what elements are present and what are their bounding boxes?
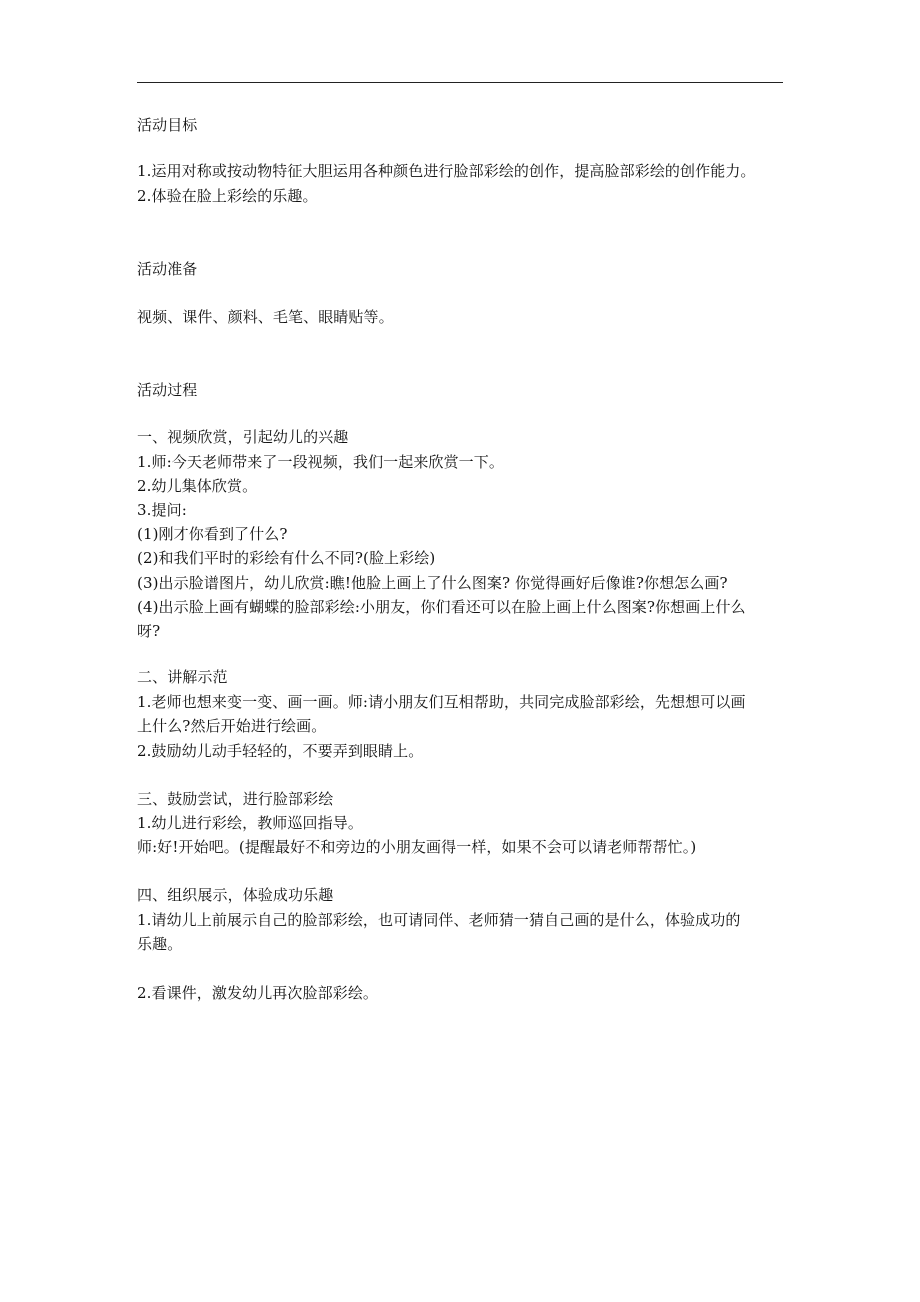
- goal-item-1: 1.运用对称或按动物特征大胆运用各种颜色进行脸部彩绘的创作，提高脸部彩绘的创作能力。: [137, 162, 756, 180]
- preparation-text: 视频、课件、颜料、毛笔、眼睛贴等。: [137, 308, 394, 326]
- part1-title: 一、视频欣赏，引起幼儿的兴趣: [137, 428, 349, 446]
- part1-line-7: (4)出示脸上画有蝴蝶的脸部彩绘:小朋友，你们看还可以在脸上画上什么图案?你想画上什么: [137, 598, 746, 616]
- part2-line-2: 上什么?然后开始进行绘画。: [137, 717, 327, 735]
- part2-title: 二、讲解示范: [137, 668, 228, 686]
- part1-line-3: 3.提问:: [137, 501, 187, 519]
- header-rule: [137, 82, 783, 83]
- part3-line-2: 师:好!开始吧。(提醒最好不和旁边的小朋友画得一样，如果不会可以请老师帮帮忙。): [137, 838, 697, 856]
- part1-line-8: 呀?: [137, 622, 161, 640]
- part1-line-5: (2)和我们平时的彩绘有什么不同?(脸上彩绘): [137, 549, 436, 567]
- part4-line-1: 1.请幼儿上前展示自己的脸部彩绘，也可请同伴、老师猜一猜自己画的是什么，体验成功的: [137, 911, 741, 929]
- part3-title: 三、鼓励尝试，进行脸部彩绘: [137, 790, 334, 808]
- part1-line-4: (1)刚才你看到了什么?: [137, 525, 288, 543]
- preparation-heading: 活动准备: [137, 260, 198, 278]
- part3-line-1: 1.幼儿进行彩绘，教师巡回指导。: [137, 814, 363, 832]
- part2-line-1: 1.老师也想来变一变、画一画。师:请小朋友们互相帮助，共同完成脸部彩绘，先想想可以画: [137, 693, 746, 711]
- part1-line-6: (3)出示脸谱图片，幼儿欣赏:瞧!他脸上画上了什么图案? 你觉得画好后像谁?你想怎么画?: [137, 574, 728, 592]
- process-heading: 活动过程: [137, 381, 198, 399]
- part4-line-2: 乐趣。: [137, 935, 183, 953]
- part1-line-2: 2.幼儿集体欣赏。: [137, 477, 258, 495]
- part4-title: 四、组织展示，体验成功乐趣: [137, 886, 334, 904]
- goal-item-2: 2.体验在脸上彩绘的乐趣。: [137, 187, 318, 205]
- part4-line-3: 2.看课件，激发幼儿再次脸部彩绘。: [137, 984, 379, 1002]
- goals-heading: 活动目标: [137, 116, 198, 134]
- part2-line-3: 2.鼓励幼儿动手轻轻的，不要弄到眼睛上。: [137, 742, 424, 760]
- part1-line-1: 1.师:今天老师带来了一段视频，我们一起来欣赏一下。: [137, 453, 504, 471]
